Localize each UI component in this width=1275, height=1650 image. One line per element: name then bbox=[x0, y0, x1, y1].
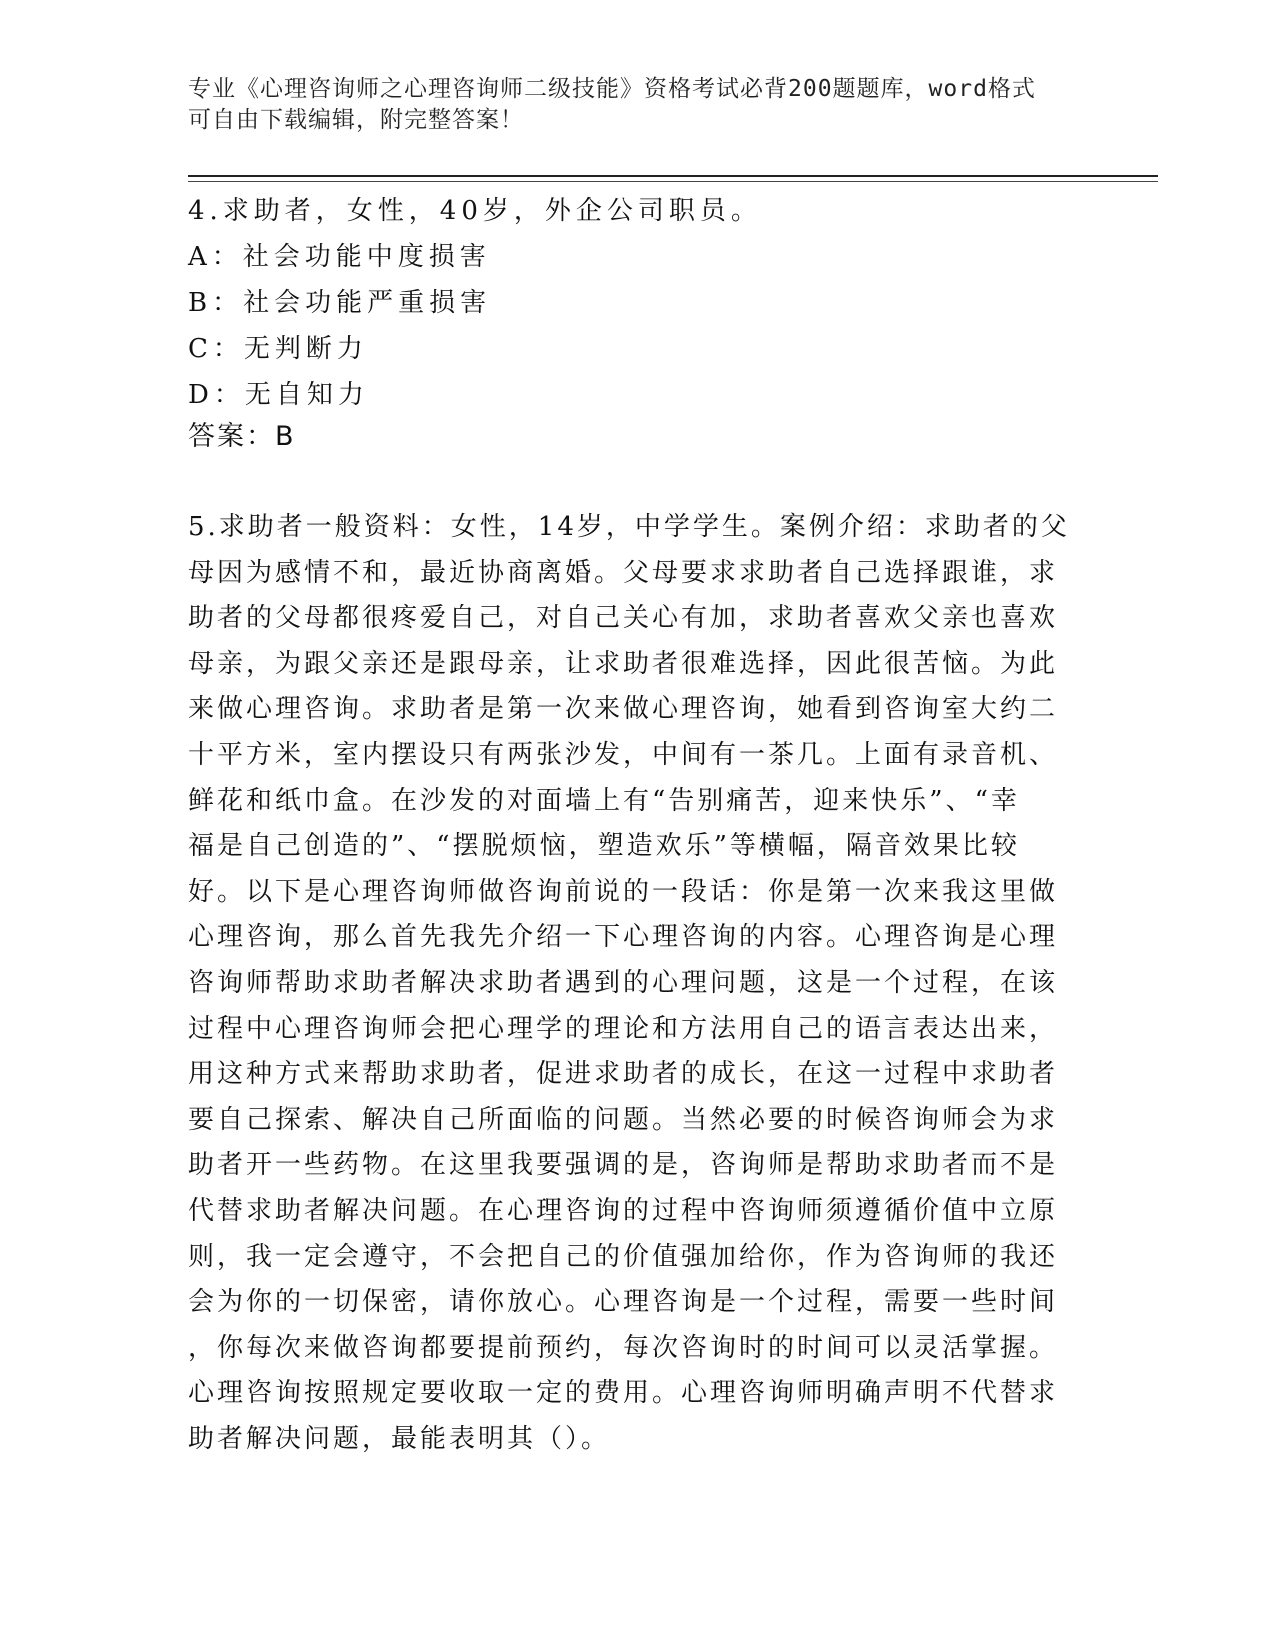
header-line-1: 专业《心理咨询师之心理咨询师二级技能》资格考试必背200题题库，word格式 bbox=[188, 76, 1036, 102]
question-5 bbox=[188, 505, 1068, 1462]
question-5-line: 鲜花和纸巾盒。在沙发的对面墙上有“告别痛苦，迎来快乐”、“幸 bbox=[188, 785, 1020, 816]
header-divider-thick bbox=[188, 175, 1158, 177]
question-5-line: 则，我一定会遵守，不会把自己的价值强加给你，作为咨询师的我还 bbox=[188, 1241, 1059, 1272]
question-5-line: 来做心理咨询。求助者是第一次来做心理咨询，她看到咨询室大约二 bbox=[188, 694, 1059, 725]
question-5-line: 会为你的一切保密，请你放心。心理咨询是一个过程，需要一些时间 bbox=[188, 1287, 1059, 1318]
option-b: B：社会功能严重损害 bbox=[188, 288, 492, 318]
question-4 bbox=[188, 188, 1088, 418]
question-5-line: 助者开一些药物。在这里我要强调的是，咨询师是帮助求助者而不是 bbox=[188, 1150, 1059, 1181]
answer-line: 答案：B bbox=[188, 421, 296, 452]
header-line-2: 可自由下载编辑，附完整答案！ bbox=[188, 107, 524, 133]
question-5-line: 代替求助者解决问题。在心理咨询的过程中咨询师须遵循价值中立原 bbox=[188, 1195, 1059, 1226]
question-5-line: 心理咨询，那么首先我先介绍一下心理咨询的内容。心理咨询是心理 bbox=[188, 922, 1059, 953]
question-5-line: 母因为感情不和，最近协商离婚。父母要求求助者自己选择跟谁，求 bbox=[188, 557, 1059, 588]
question-5-line: ，你每次来做咨询都要提前预约，每次咨询时的时间可以灵活掌握。 bbox=[188, 1332, 1059, 1363]
option-c: C：无判断力 bbox=[188, 334, 368, 364]
question-5-line: 咨询师帮助求助者解决求助者遇到的心理问题，这是一个过程，在该 bbox=[188, 967, 1059, 998]
header-divider-thin bbox=[188, 181, 1158, 182]
question-5-line: 十平方米，室内摆设只有两张沙发，中间有一茶几。上面有录音机、 bbox=[188, 739, 1059, 770]
option-d: D：无自知力 bbox=[188, 380, 369, 410]
question-5-line: 过程中心理咨询师会把心理学的理论和方法用自己的语言表达出来， bbox=[188, 1013, 1059, 1044]
question-5-line: 母亲，为跟父亲还是跟母亲，让求助者很难选择，因此很苦恼。为此 bbox=[188, 648, 1059, 679]
question-5-line: 好。以下是心理咨询师做咨询前说的一段话：你是第一次来我这里做 bbox=[188, 876, 1059, 907]
question-5-line: 助者解决问题，最能表明其（）。 bbox=[188, 1423, 611, 1454]
option-a: A：社会功能中度损害 bbox=[188, 242, 491, 272]
question-5-line: 5.求助者一般资料：女性，14岁，中学学生。案例介绍：求助者的父 bbox=[188, 512, 1070, 542]
question-5-line: 助者的父母都很疼爱自己，对自己关心有加，求助者喜欢父亲也喜欢 bbox=[188, 603, 1059, 634]
question-5-line: 福是自己创造的”、“摆脱烦恼，塑造欢乐”等横幅，隔音效果比较 bbox=[188, 831, 1020, 862]
question-stem: 4.求助者，女性，40岁，外企公司职员。 bbox=[188, 196, 762, 226]
question-5-line: 用这种方式来帮助求助者，促进求助者的成长，在这一过程中求助者 bbox=[188, 1059, 1059, 1090]
question-5-line: 心理咨询按照规定要收取一定的费用。心理咨询师明确声明不代替求 bbox=[188, 1378, 1059, 1409]
document-header bbox=[188, 74, 1068, 136]
question-5-line: 要自己探索、解决自己所面临的问题。当然必要的时候咨询师会为求 bbox=[188, 1104, 1059, 1135]
